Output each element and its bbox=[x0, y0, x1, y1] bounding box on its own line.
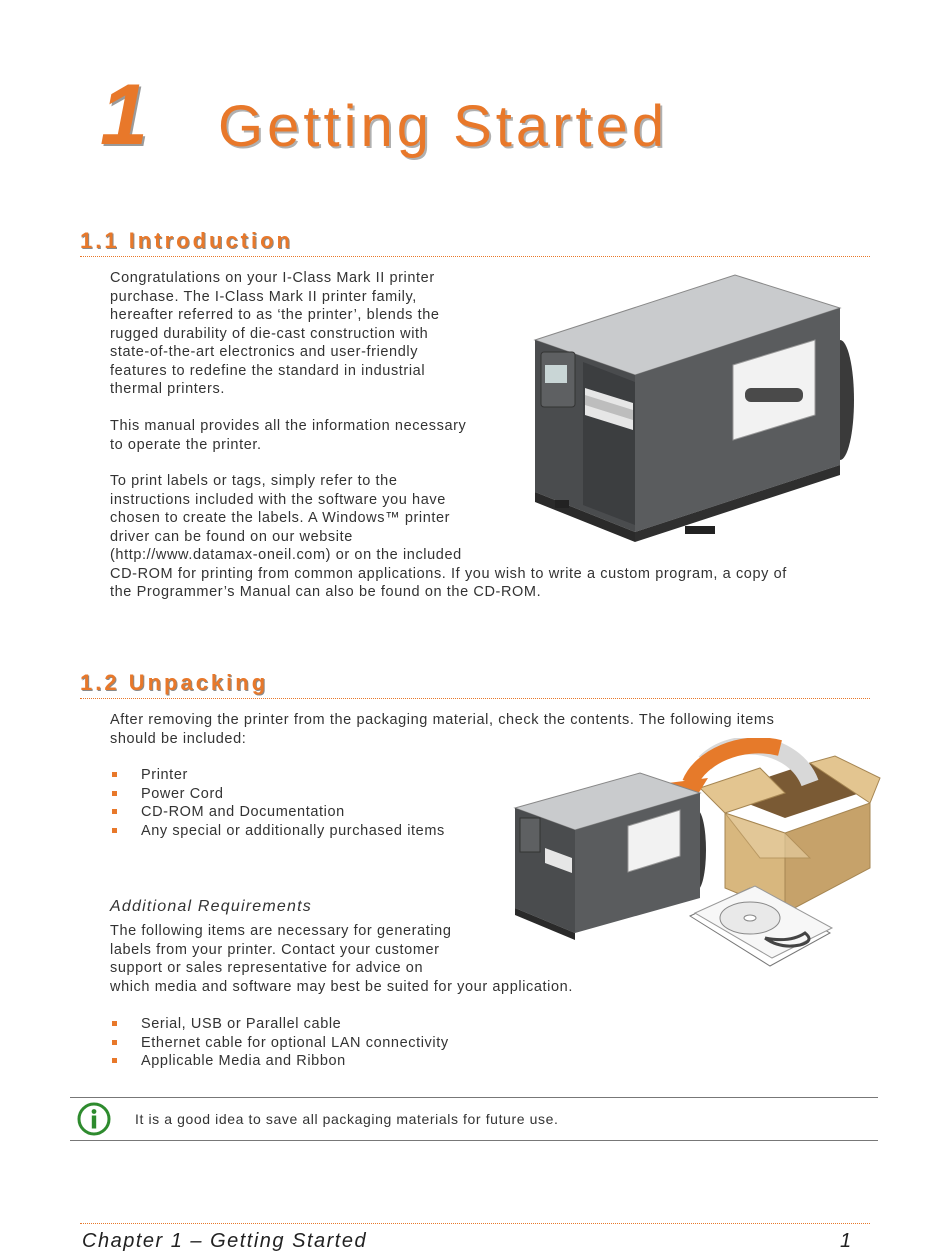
list-item: Ethernet cable for optional LAN connectivity bbox=[110, 1034, 449, 1053]
bullet-icon bbox=[112, 772, 117, 777]
list-item: CD-ROM and Documentation bbox=[110, 803, 445, 822]
contents-list bbox=[110, 766, 445, 840]
additional-requirements-heading: Additional Requirements bbox=[110, 898, 312, 915]
unpacking-paragraph: After removing the printer from the packaging material, check the contents. The following items should be included: bbox=[110, 712, 775, 747]
info-icon bbox=[77, 1102, 111, 1136]
list-item: Applicable Media and Ribbon bbox=[110, 1052, 449, 1071]
requirements-paragraph: The following items are necessary for generating labels from your printer. Contact your customer support or sales representative for advice on which media and software may best be suited for your application. bbox=[110, 923, 573, 995]
bullet-icon bbox=[112, 791, 117, 796]
printer-image bbox=[525, 270, 860, 550]
requirements-list bbox=[110, 1015, 449, 1071]
list-item: Power Cord bbox=[110, 785, 445, 804]
bullet-icon bbox=[112, 809, 117, 814]
list-item: Serial, USB or Parallel cable bbox=[110, 1015, 449, 1034]
footer-chapter-label: Chapter 1 – Getting Started bbox=[82, 1230, 368, 1252]
bullet-icon bbox=[112, 1040, 117, 1045]
page-number: 1 bbox=[840, 1230, 852, 1252]
intro-paragraph-3: To print labels or tags, simply refer to the instructions included with the software you have chosen to create the labels. A Windows™ printer driver can be found on our website (http://www.datamax-oneil.com) or on the included CD-ROM for printing from common applications. If you wish to write a custom program, a copy of the Programmer’s Manual can also be found on the CD-ROM. bbox=[110, 473, 787, 600]
list-item: Any special or additionally purchased items bbox=[110, 822, 445, 841]
intro-paragraph-1: Congratulations on your I-Class Mark II printer purchase. The I-Class Mark II printer family, hereafter referred to as ‘the printer’, blends the rugged durability of die-cast construction with state-of-the-art electronics and user-friendly features to redefine the standard in industrial thermal printers. bbox=[110, 270, 440, 397]
intro-paragraph-2: This manual provides all the information necessary to operate the printer. bbox=[110, 418, 467, 453]
section-heading-unpacking: 1.2 Unpacking bbox=[80, 670, 269, 695]
bullet-icon bbox=[112, 828, 117, 833]
bullet-icon bbox=[112, 1021, 117, 1026]
chapter-title: Getting Started bbox=[218, 94, 669, 159]
note-text: It is a good idea to save all packaging materials for future use. bbox=[135, 1111, 559, 1127]
section-heading-introduction: 1.1 Introduction bbox=[80, 228, 293, 253]
bullet-icon bbox=[112, 1058, 117, 1063]
section-divider bbox=[80, 256, 870, 257]
list-item: Printer bbox=[110, 766, 445, 785]
footer-divider bbox=[80, 1223, 870, 1224]
chapter-number: 1 bbox=[100, 67, 148, 163]
section-divider bbox=[80, 698, 870, 699]
